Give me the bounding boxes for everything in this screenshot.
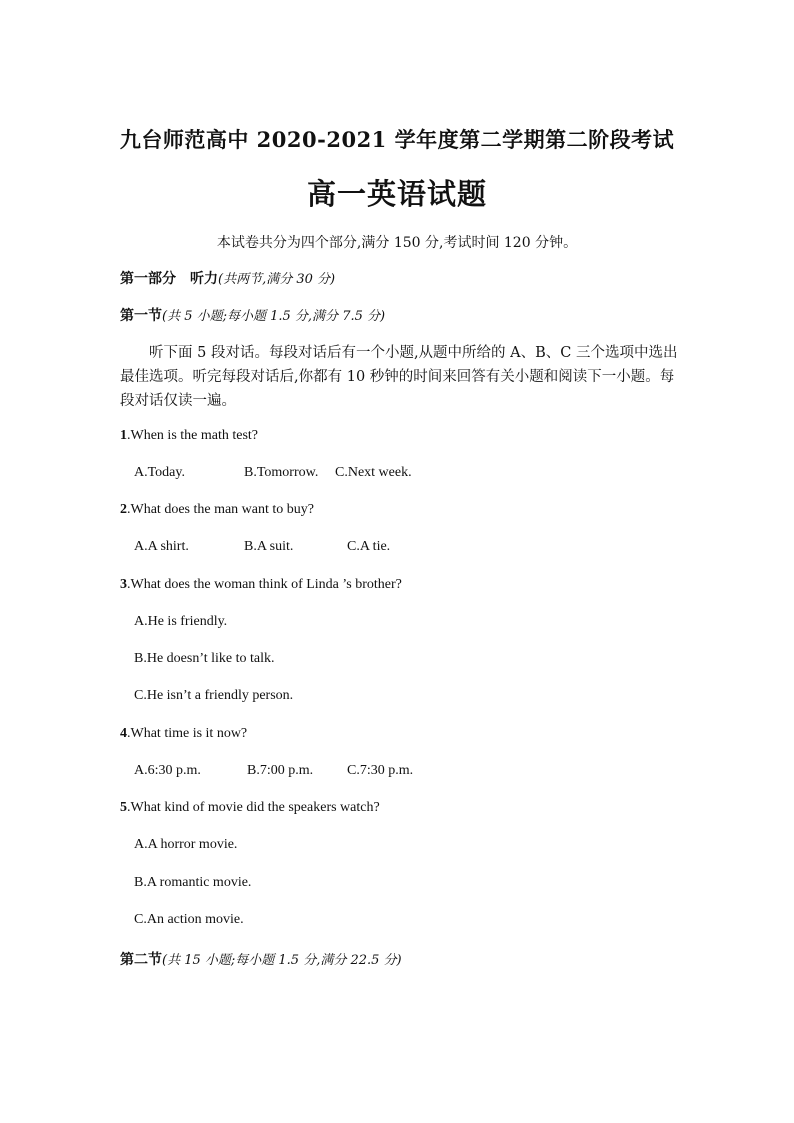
q4-option-a: A.6:30 p.m. (134, 763, 201, 778)
exam-intro: 本试卷共分为四个部分,满分 150 分,考试时间 120 分钟。 (216, 235, 578, 251)
question-1 (120, 428, 258, 444)
q3-option-c: C.He isn’t a friendly person. (134, 688, 294, 703)
q2-option-a: A.A shirt. (134, 539, 189, 554)
question-number: 3 (120, 577, 127, 592)
question-4 (120, 726, 247, 742)
q5-option-a: A.A horror movie. (134, 837, 238, 852)
section2-label: 第二节 (120, 952, 162, 968)
question-text: .When is the math test? (127, 428, 259, 443)
question-3 (120, 577, 402, 593)
question-5 (120, 800, 380, 816)
q5-option-b: B.A romantic movie. (134, 875, 252, 890)
question-number: 1 (120, 428, 127, 443)
question-number: 2 (120, 502, 127, 517)
q1-option-b: B.Tomorrow. (244, 465, 319, 480)
question-number: 5 (120, 800, 127, 815)
q1-option-a: A.Today. (134, 465, 185, 480)
q3-option-b: B.He doesn’t like to talk. (134, 651, 275, 666)
section1-note: (共 5 小题;每小题 1.5 分,满分 7.5 分) (162, 309, 386, 324)
exam-title: 九台师范高中 2020-2021 学年度第二学期第二阶段考试 (119, 127, 675, 152)
q4-option-b: B.7:00 p.m. (247, 763, 314, 778)
question-number: 4 (120, 726, 127, 741)
question-text: .What kind of movie did the speakers watch? (127, 800, 380, 815)
question-text: .What time is it now? (127, 726, 248, 741)
section2-heading (120, 949, 402, 969)
section1-label: 第一节 (120, 308, 162, 324)
exam-subtitle: 高一英语试题 (306, 177, 487, 211)
q1-option-c: C.Next week. (335, 465, 412, 480)
section2-note: (共 15 小题;每小题 1.5 分,满分 22.5 分) (162, 953, 402, 968)
q5-option-c: C.An action movie. (134, 912, 244, 927)
q4-option-c: C.7:30 p.m. (347, 763, 414, 778)
section1-heading (120, 305, 385, 325)
question-text: .What does the man want to buy? (127, 502, 315, 517)
part1-label: 第一部分 听力 (120, 271, 218, 287)
section1-instructions: 听下面 5 段对话。每段对话后有一个小题,从题中所给的 A、B、C 三个选项中选出最佳选项。听完每段对话后,你都有 10 秒钟的时间来回答有关小题和阅读下一小题。每段对话仅读一遍。 (120, 345, 678, 409)
part1-heading (120, 268, 335, 288)
part1-note: (共两节,满分 30 分) (218, 272, 336, 287)
q2-option-b: B.A suit. (244, 539, 294, 554)
question-text: .What does the woman think of Linda ’s brother? (127, 577, 402, 592)
q2-option-c: C.A tie. (347, 539, 391, 554)
question-2 (120, 502, 314, 518)
q3-option-a: A.He is friendly. (134, 614, 228, 629)
